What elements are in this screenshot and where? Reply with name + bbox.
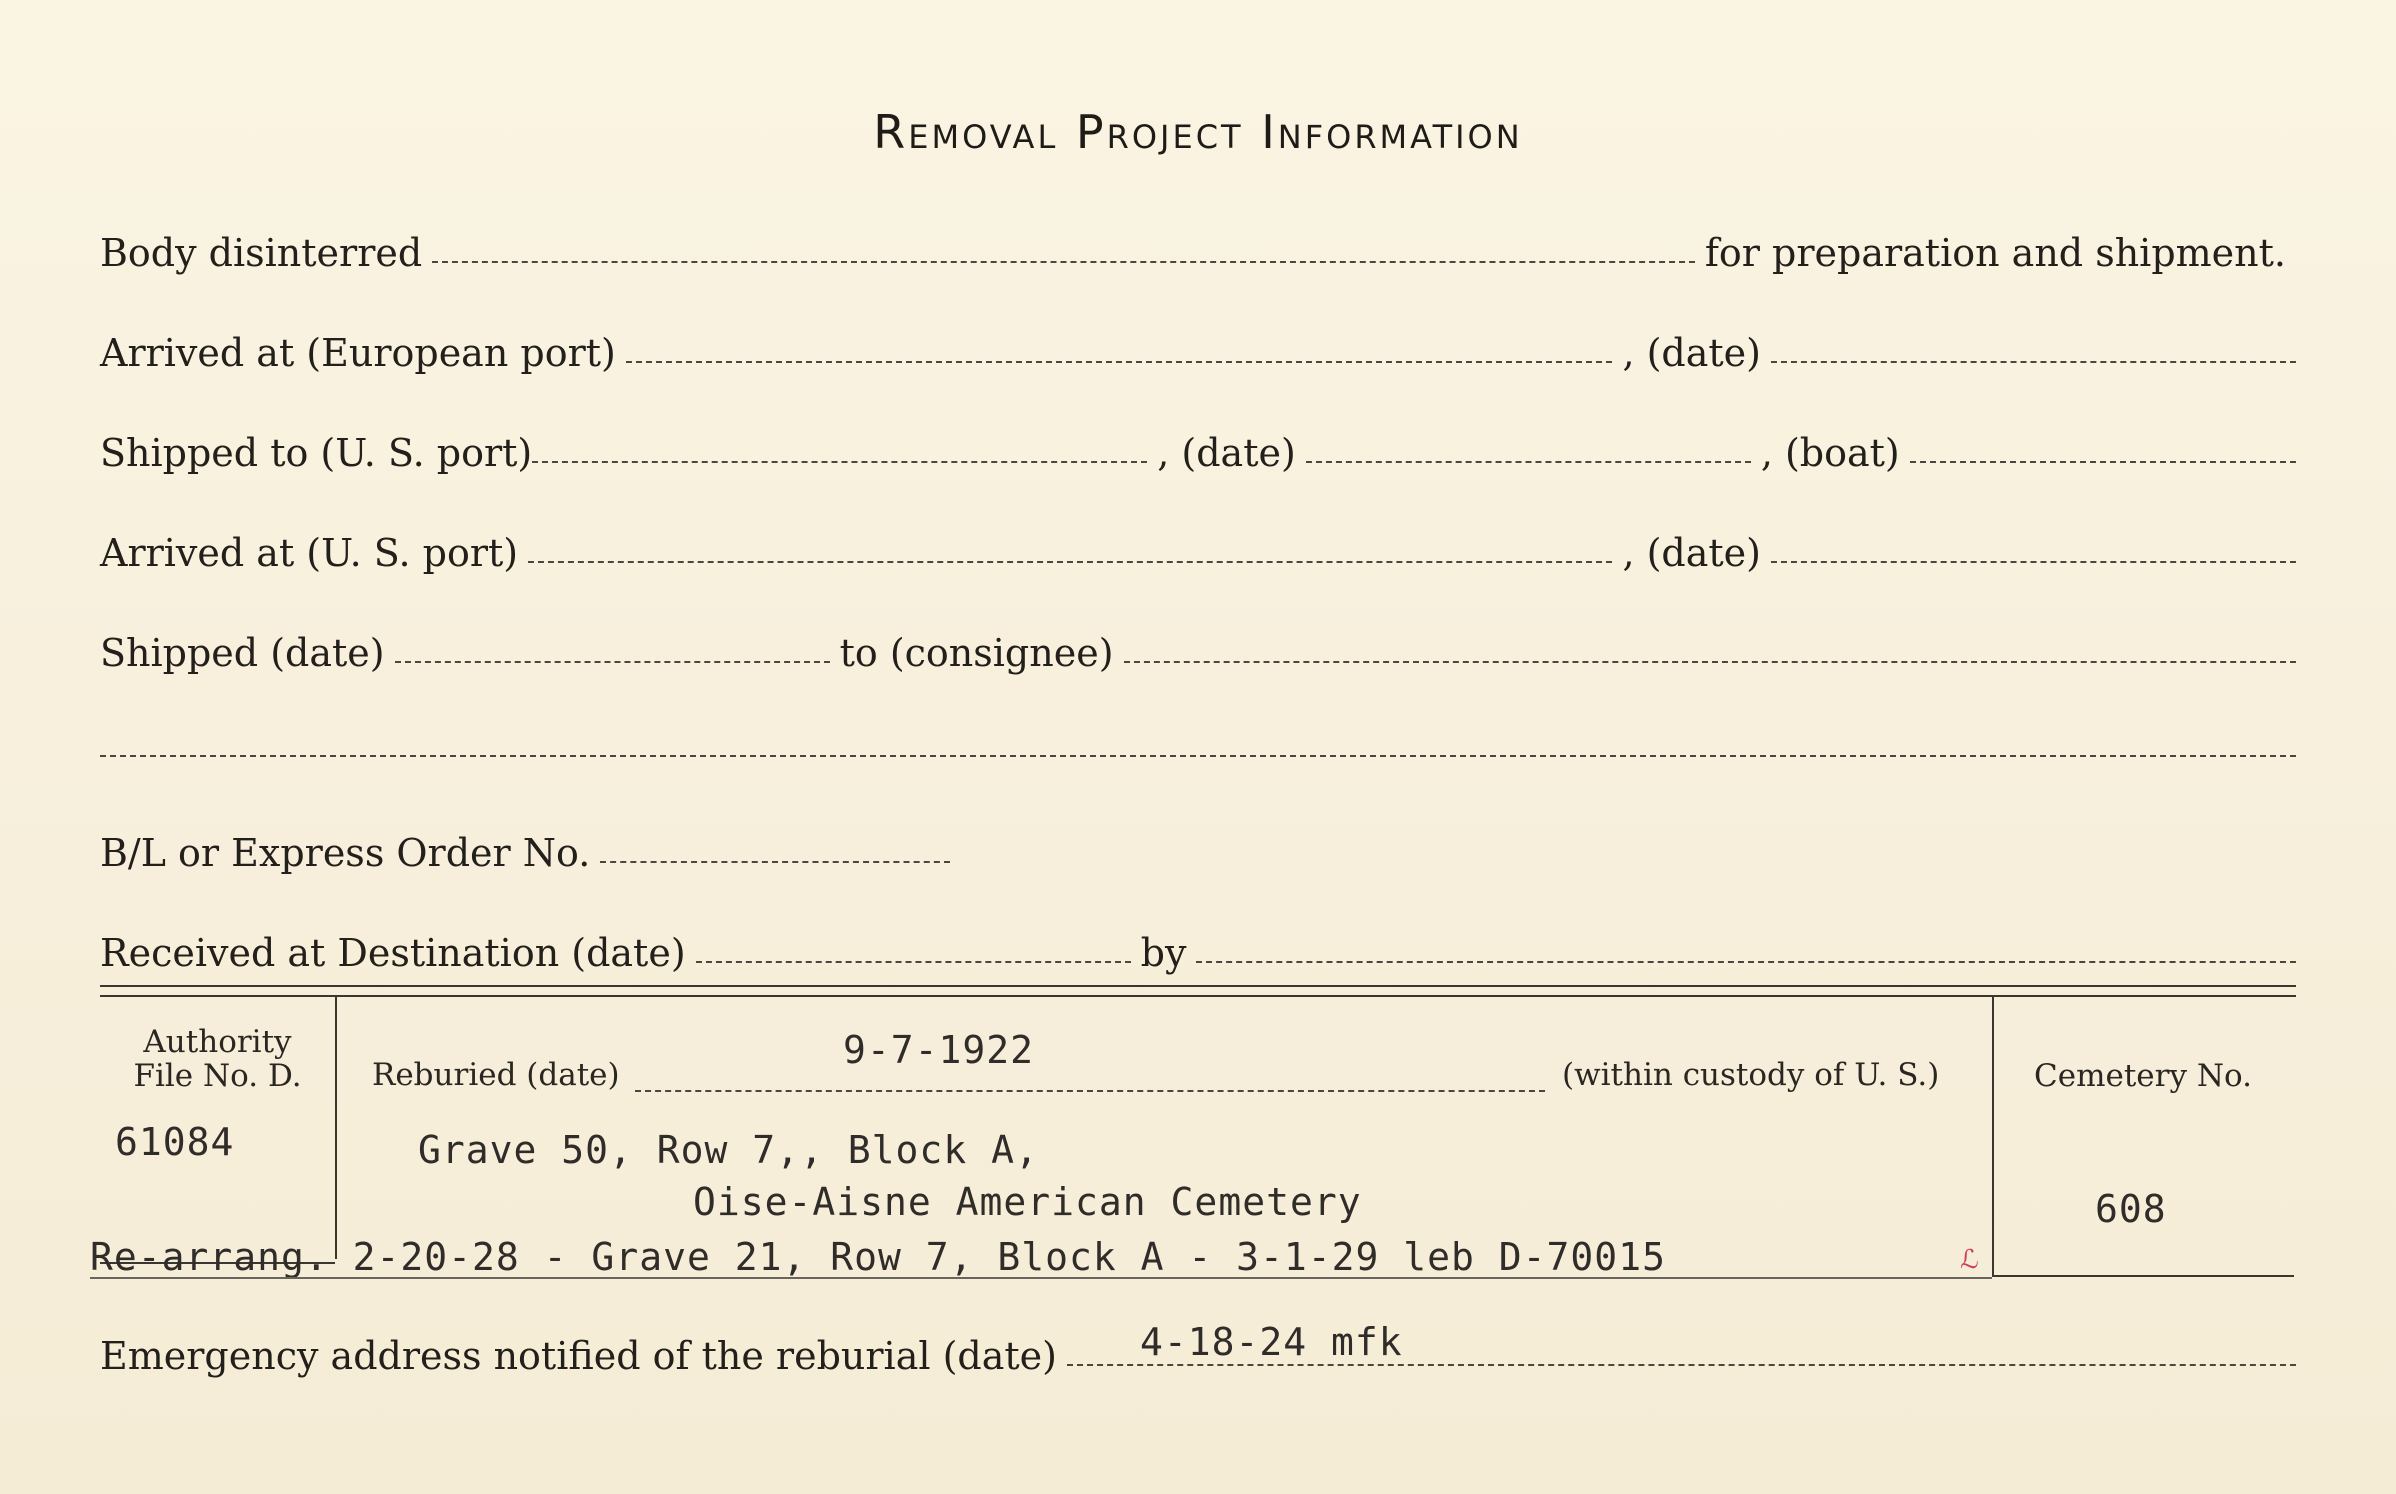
label-by: by [1140, 931, 1187, 975]
blank-arrived-us-port [528, 561, 1612, 563]
blank-consignee [1124, 661, 2296, 663]
cemetery-name: Oise-Aisne American Cemetery [693, 1180, 1362, 1224]
box-top-rule [100, 985, 2296, 997]
authority-header [100, 1025, 335, 1093]
blank-consignee-continued [100, 755, 2296, 757]
box-rule-right [1992, 1275, 2294, 1277]
blank-received-by [1196, 961, 2296, 963]
label-received-destination: Received at Destination (date) [100, 931, 686, 975]
label-to-consignee: to (consignee) [839, 631, 1114, 675]
blank-date-2 [1306, 461, 1751, 463]
rearrangement-note: Re-arrang. 2-20-28 - Grave 21, Row 7, Block A - 3-1-29 leb D-70015 [90, 1235, 1666, 1279]
label-date-2: , (date) [1157, 431, 1296, 475]
blank-disinterred [432, 261, 1695, 263]
blank-us-port [532, 461, 1147, 463]
emergency-notified-date: 4-18-24 mfk [1140, 1320, 1403, 1364]
card-title: Removal Project Information [873, 105, 1523, 159]
label-boat: , (boat) [1760, 431, 1900, 475]
rearrangement-underline [90, 1277, 1992, 1279]
row-bl-express [100, 815, 2296, 875]
label-shipped-date: Shipped (date) [100, 631, 385, 675]
label-emergency-address: Emergency address notified of the reburial (date) [100, 1334, 1057, 1378]
grave-location: Grave 50, Row 7,, Block A, [418, 1128, 1039, 1172]
blank-received-date [696, 961, 1131, 963]
file-no-label: File No. D. [133, 1058, 302, 1094]
row-shipped-date [100, 615, 2296, 675]
row-shipped-us-port [100, 415, 2296, 475]
row-body-disinterred [100, 215, 2296, 275]
row-received-destination [100, 915, 2296, 975]
blank-european-port [626, 361, 1613, 363]
label-cemetery-no: Cemetery No. [2034, 1058, 2252, 1094]
row-arrived-european-port [100, 315, 2296, 375]
blank-boat [1910, 461, 2296, 463]
blank-bl-express [600, 861, 950, 863]
authority-label: Authority [143, 1024, 292, 1060]
label-date-3: , (date) [1622, 531, 1761, 575]
label-shipped-us-port: Shipped to (U. S. port) [100, 431, 533, 475]
red-check-mark: ℒ [1960, 1245, 1979, 1275]
authority-file-number: 61084 [115, 1120, 235, 1164]
label-arrived-us-port: Arrived at (U. S. port) [100, 531, 519, 575]
blank-shipped-date [395, 661, 830, 663]
label-custody: (within custody of U. S.) [1562, 1057, 1940, 1093]
label-arrived-european-port: Arrived at (European port) [100, 331, 616, 375]
cemetery-number: 608 [2095, 1187, 2167, 1231]
blank-emergency-date [1067, 1364, 2296, 1366]
label-date-1: , (date) [1622, 331, 1761, 375]
label-reburied: Reburied (date) [372, 1057, 620, 1093]
box-divider-right [1992, 997, 1994, 1275]
label-preparation-shipment: for preparation and shipment. [1704, 231, 2286, 275]
label-bl-express: B/L or Express Order No. [100, 831, 591, 875]
box-divider-left [335, 997, 337, 1259]
blank-date-3 [1771, 561, 2296, 563]
row-arrived-us-port [100, 515, 2296, 575]
blank-reburied-date [635, 1090, 1545, 1092]
reburied-date: 9-7-1922 [843, 1028, 1035, 1072]
blank-date-1 [1771, 361, 2296, 363]
label-body-disinterred: Body disinterred [100, 231, 423, 275]
